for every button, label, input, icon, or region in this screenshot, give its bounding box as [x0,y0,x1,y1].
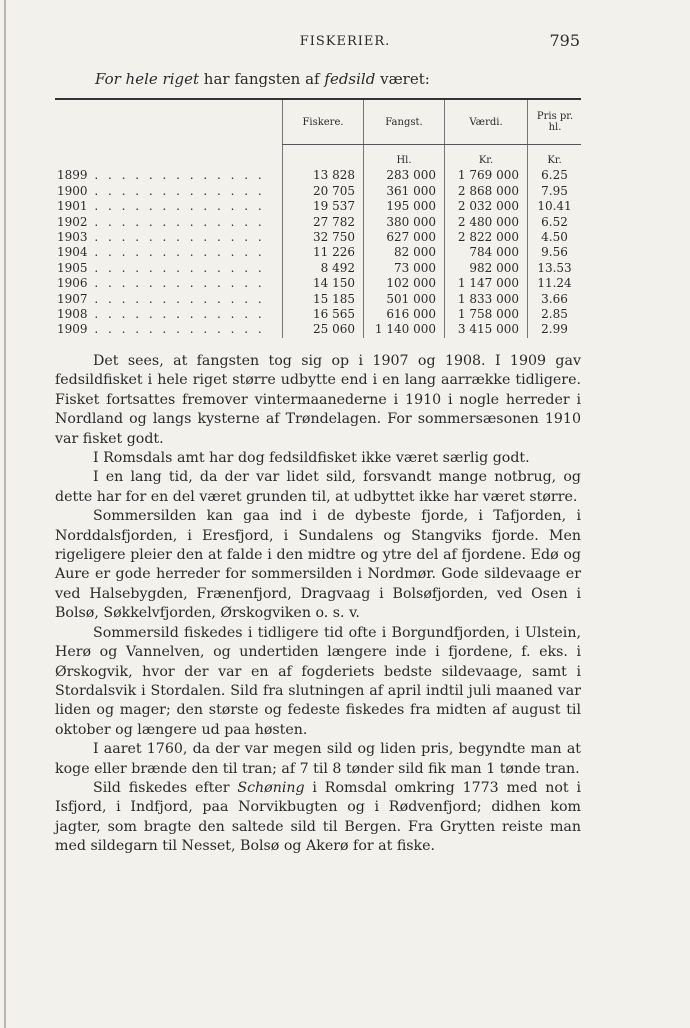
table-row [55,184,581,199]
vaerdi-cell: 982 000 [445,261,528,276]
fiskere-cell: 25 060 [283,322,364,337]
vaerdi-cell: 1 833 000 [445,292,528,307]
fangst-cell: 82 000 [364,245,445,260]
fangst-cell: 627 000 [364,230,445,245]
pris-cell: 6.52 [528,215,582,230]
vaerdi-cell: 2 480 000 [445,215,528,230]
table-row [55,230,581,245]
table-row [55,307,581,322]
page-edge [4,0,6,1028]
intro-fish: fedsild [324,70,376,88]
table-row [55,168,581,183]
vaerdi-cell: 1 147 000 [445,276,528,291]
fangst-cell: 1 140 000 [364,322,445,337]
year-cell: 1907 . . . . . . . . . . . . . [57,291,265,306]
table-row [55,261,581,276]
fiskere-cell: 32 750 [283,230,364,245]
fangst-cell: 616 000 [364,307,445,322]
fiskere-cell: 16 565 [283,307,364,322]
header-vaerdi: Værdi. [445,100,528,145]
running-title: FISKERIER. [299,34,391,49]
fiskere-cell: 8 492 [283,261,364,276]
header-fangst: Fangst. [364,100,445,145]
vaerdi-cell: 2 822 000 [445,230,528,245]
vaerdi-cell: 2 032 000 [445,199,528,214]
vaerdi-cell: 2 868 000 [445,184,528,199]
year-cell: 1900 . . . . . . . . . . . . . [57,183,265,198]
pris-cell: 2.99 [528,322,582,337]
pris-cell: 11.24 [528,276,582,291]
fangst-cell: 195 000 [364,199,445,214]
page-number: 795 [549,31,580,50]
paragraph: I en lang tid, da der var lidet sild, forsvandt mange notbrug, og dette har for en del været grunden til, at udbyttet ikke har været større. [55,469,581,505]
intro-tail: været: [375,70,430,88]
year-cell: 1903 . . . . . . . . . . . . . [57,230,265,245]
table-row [55,276,581,291]
pris-cell: 9.56 [528,245,582,260]
year-header [55,100,283,145]
year-cell: 1904 . . . . . . . . . . . . . [57,245,265,260]
vaerdi-cell: 1 769 000 [445,168,528,183]
fiskere-cell: 14 150 [283,276,364,291]
table-intro [95,70,430,88]
fiskere-cell: 20 705 [283,184,364,199]
pris-cell: 4.50 [528,230,582,245]
year-cell: 1901 . . . . . . . . . . . . . [57,199,265,214]
body-text [55,352,581,857]
fiskere-cell: 27 782 [283,215,364,230]
header-pris: Pris pr. hl. [528,100,582,145]
p7-text-b: i Romsdal omkring 1773 med not i Isfjord, i Indfjord, paa Norvikbugten og i Rødvenfjord; didhen kom jagter, som bragte den saltede sild til Bergen. Fra Grytten reiste man med sildegarn til Nesset, Bolsø og Akerø for at fiske. [55,779,581,855]
table-row [55,292,581,307]
p7-text-a: Sild fiskedes efter [93,779,238,796]
fangst-cell: 102 000 [364,276,445,291]
year-cell: 1909 . . . . . . . . . . . . . [57,322,265,337]
table-row [55,215,581,230]
paragraph: Sommersild fiskedes i tidligere tid ofte i Borgundfjorden, i Ulstein, Herø og Vannelven, og undertiden længere inde i fjordene, f. eks. i Ørskogvik, hvor der var en af fogderiets bedste sildevaage, samt i Stordalsvik i Stordalen. Sild fra slutningen af april indtil juli maaned var liden og mager; den største og fedeste fiskedes fra midten af august til oktober og længere ud paa høsten. [55,624,581,738]
page-header [0,31,690,54]
paragraph [55,779,581,857]
paragraph: I Romsdals amt har dog fedsildfisket ikke været særlig godt. [93,450,530,467]
catch-table [55,98,581,338]
paragraph: Sommersilden kan gaa ind i de dybeste fjorde, i Tafjorden, i Norddalsfjorden, i Eresfjord, i Sundalens og Stangviks fjorde. Men rigeligere pleier den at falde i den midtre og ytre del af fjordene. Edø og Aure er gode herreder for sommersilden i Nordmør. Gode sildevaage er ved Halsebygden, Frænenfjord, Dragvaag i Bolsøfjorden, ved Osen i Bolsø, Søkkelvfjorden, Ørskogviken o. s. v. [55,508,581,622]
year-cell: 1906 . . . . . . . . . . . . . [57,276,265,291]
year-cell: 1899 . . . . . . . . . . . . . [57,168,265,183]
table-row [55,322,581,337]
pris-cell: 3.66 [528,292,582,307]
pris-cell: 2.85 [528,307,582,322]
vaerdi-cell: 3 415 000 [445,322,528,337]
p7-author: Schøning [237,779,305,796]
vaerdi-cell: 784 000 [445,245,528,260]
paragraph: I aaret 1760, da der var megen sild og liden pris, begyndte man at koge eller brænde den til tran; af 7 til 8 tønder sild fik man 1 tønde tran. [55,741,581,777]
fangst-cell: 361 000 [364,184,445,199]
fangst-cell: 73 000 [364,261,445,276]
fiskere-cell: 19 537 [283,199,364,214]
pris-cell: 10.41 [528,199,582,214]
intro-middle: har fangsten af [199,70,325,88]
vaerdi-cell: 1 758 000 [445,307,528,322]
units-row [55,145,581,169]
fangst-cell: 380 000 [364,215,445,230]
unit-vaerdi: Kr. [445,145,528,169]
year-cell: 1905 . . . . . . . . . . . . . [57,260,265,275]
table-row [55,245,581,260]
year-cell: 1908 . . . . . . . . . . . . . [57,307,265,322]
pris-cell: 13.53 [528,261,582,276]
pris-cell: 7.95 [528,184,582,199]
fiskere-cell: 13 828 [283,168,364,183]
fangst-cell: 501 000 [364,292,445,307]
fangst-cell: 283 000 [364,168,445,183]
table-row [55,199,581,214]
unit-pris: Kr. [528,145,582,169]
intro-lead: For hele riget [95,70,200,88]
unit-fangst: Hl. [364,145,445,169]
fiskere-cell: 15 185 [283,292,364,307]
fiskere-cell: 11 226 [283,245,364,260]
paragraph: Det sees, at fangsten tog sig op i 1907 og 1908. I 1909 gav fedsildfisket i hele riget større udbytte end i en lang aarrække tidligere. Fisket fortsattes fremover vintermaanederne i 1910 i nogle herreder i Nordland og langs kysterne af Trøndelagen. For sommersæsonen 1910 var fisket godt. [55,353,581,447]
year-cell: 1902 . . . . . . . . . . . . . [57,214,265,229]
pris-cell: 6.25 [528,168,582,183]
header-fiskere: Fiskere. [283,100,364,145]
